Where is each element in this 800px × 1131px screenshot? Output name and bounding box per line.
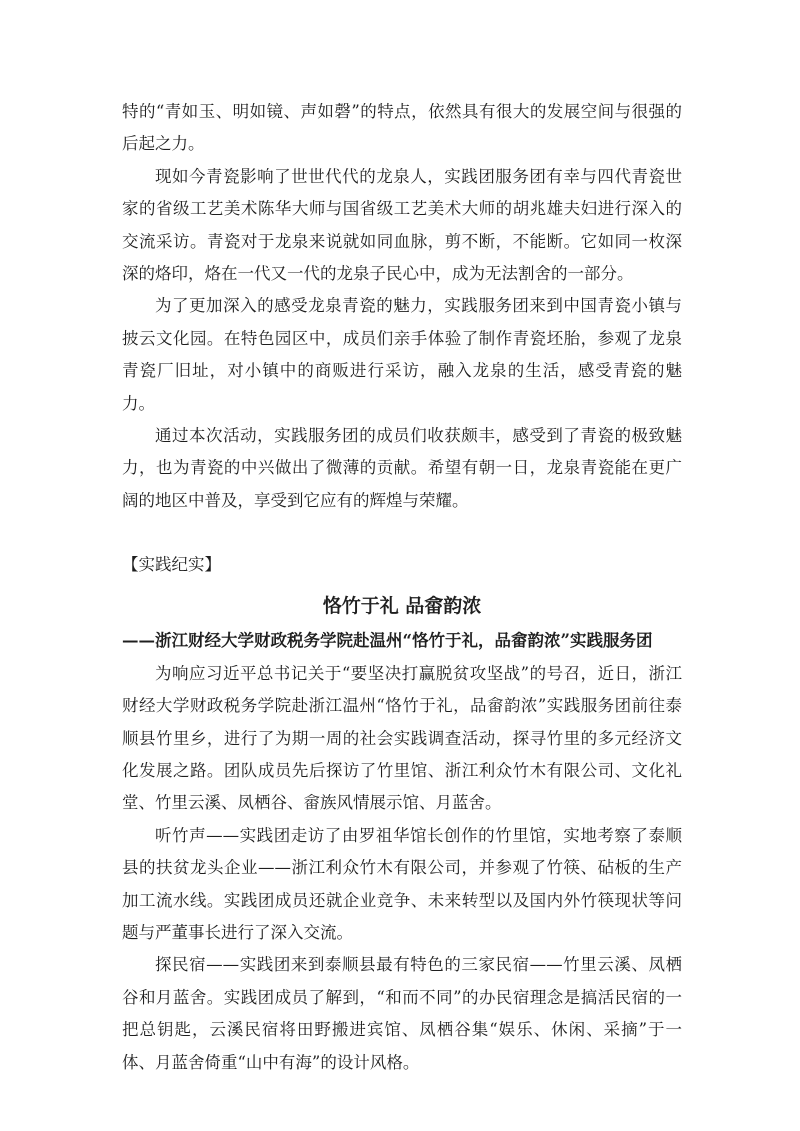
paragraph-continued: 特的“青如玉、明如镜、声如磬”的特点，依然具有很大的发展空间与很强的后起之力。 xyxy=(122,102,682,154)
article-title: 恪竹于礼 品畲韵浓 xyxy=(322,594,482,617)
page-content xyxy=(122,96,682,1079)
article-subtitle: ——浙江财经大学财政税务学院赴温州“恪竹于礼，品畲韵浓”实践服务团 xyxy=(122,630,653,650)
paragraph-celadon-masters: 现如今青瓷影响了世世代代的龙泉人，实践团服务团有幸与四代青瓷世家的省级工艺美术陈华大师与国省级工艺美术大师的胡兆雄夫妇进行深入的交流采访。青瓷对于龙泉来说就如同血脉，剪不断，不能断。它如同一枚深深的烙印，烙在一代又一代的龙泉子民心中，成为无法割舍的一部分。 xyxy=(122,166,682,284)
paragraph-conclusion: 通过本次活动，实践服务团的成员们收获颇丰，感受到了青瓷的极致魅力，也为青瓷的中兴做出了微薄的贡献。希望有朝一日，龙泉青瓷能在更广阔的地区中普及，享受到它应有的辉煌与荣耀。 xyxy=(122,426,682,510)
paragraph-introduction: 为响应习近平总书记关于“要坚决打赢脱贫攻坚战”的号召，近日，浙江财经大学财政税务学院赴浙江温州“恪竹于礼，品畲韵浓”实践服务团前往泰顺县竹里乡，进行了为期一周的社会实践调查活动，探寻竹里的多元经济文化发展之路。团队成员先后探访了竹里馆、浙江利众竹木有限公司、文化礼堂、竹里云溪、凤栖谷、畲族风情展示馆、月蓝舍。 xyxy=(122,663,682,813)
paragraph-celadon-town: 为了更加深入的感受龙泉青瓷的魅力，实践服务团来到中国青瓷小镇与披云文化园。在特色园区中，成员们亲手体验了制作青瓷坯胎，参观了龙泉青瓷厂旧址，对小镇中的商贩进行采访，融入龙泉的生活，感受青瓷的魅力。 xyxy=(122,296,682,413)
paragraph-bamboo-sound: 听竹声——实践团走访了由罗祖华馆长创作的竹里馆，实地考察了泰顺县的扶贫龙头企业——浙江利众竹木有限公司，并参观了竹筷、砧板的生产加工流水线。实践团成员还就企业竞争、未来转型以及国内外竹筷现状等问题与严董事长进行了深入交流。 xyxy=(122,825,682,942)
section-tag: 【实践纪实】 xyxy=(122,555,221,575)
paragraph-homestay: 探民宿——实践团来到泰顺县最有特色的三家民宿——竹里云溪、凤栖谷和月蓝舍。实践团成员了解到，“和而不同”的办民宿理念是搞活民宿的一把总钥匙，云溪民宿将田野搬进宾馆、凤栖谷集“娱乐、休闲、采摘”于一体、月蓝舍倚重“山中有海”的设计风格。 xyxy=(122,955,682,1072)
